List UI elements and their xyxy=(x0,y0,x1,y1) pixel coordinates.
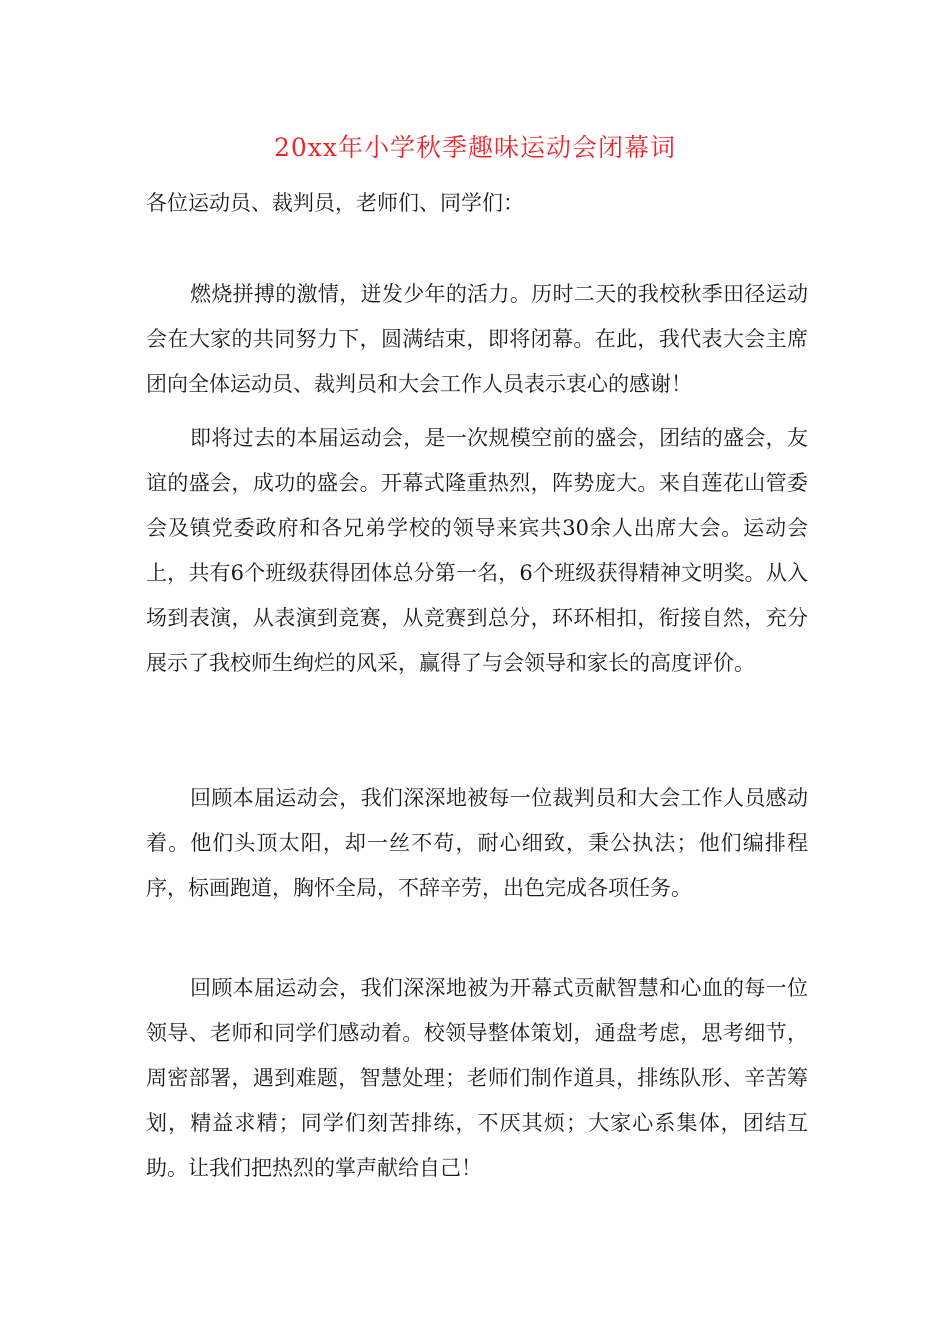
paragraph-2: 即将过去的本届运动会，是一次规模空前的盛会，团结的盛会，友谊的盛会，成功的盛会。开幕式隆重热烈，阵势庞大。来自莲花山管委会及镇党委政府和各兄弟学校的领导来宾共30余人出席大会。运动会上，共有6个班级获得团体总分第一名，6个班级获得精神文明奖。从入场到表演，从表演到竞赛，从竞赛到总分，环环相扣，衔接自然，充分展示了我校师生绚烂的风采，赢得了与会领导和家长的高度评价。 xyxy=(146,426,808,675)
paragraph-3: 回顾本届运动会，我们深深地被每一位裁判员和大会工作人员感动着。他们头顶太阳，却一丝不苟，耐心细致，秉公执法；他们编排程序，标画跑道，胸怀全局，不辞辛劳，出色完成各项任务。 xyxy=(146,786,808,900)
paragraph-4: 回顾本届运动会，我们深深地被为开幕式贡献智慧和心血的每一位领导、老师和同学们感动着。校领导整体策划，通盘考虑，思考细节，周密部署，遇到难题，智慧处理；老师们制作道具，排练队形、辛苦筹划，精益求精；同学们刻苦排练，不厌其烦；大家心系集体，团结互助。让我们把热烈的掌声献给自己！ xyxy=(146,976,808,1180)
document-title: 20xx年小学秋季趣味运动会闭幕词 xyxy=(273,133,676,162)
paragraph-1: 燃烧拼搏的激情，迸发少年的活力。历时二天的我校秋季田径运动会在大家的共同努力下，圆满结束，即将闭幕。在此，我代表大会主席团向全体运动员、裁判员和大会工作人员表示衷心的感谢！ xyxy=(146,282,808,396)
salutation: 各位运动员、裁判员，老师们、同学们： xyxy=(146,191,524,215)
